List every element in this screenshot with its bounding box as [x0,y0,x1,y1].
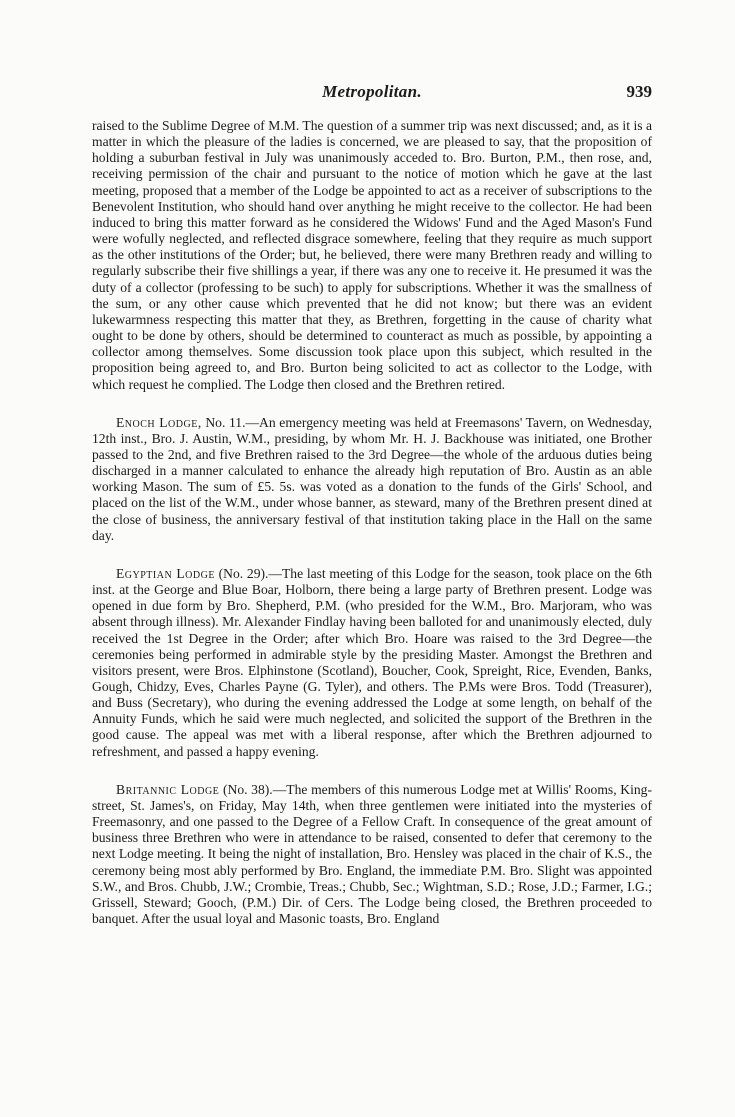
paragraph-continued [92,118,652,393]
page-header [92,82,652,108]
lodge-name: Enoch Lodge, [116,414,202,430]
paragraph-text: No. 11.—An emergency meeting was held at Freemasons' Tavern, on Wednesday, 12th inst., Bro. J. Austin, W.M., presiding, by whom Mr. H. J. Backhouse was initiated, one Brother passed to the 2nd, and five Brethren raised to the 3rd Degree—the whole of the arduous duties being discharged in a manner calculated to enhance the already high reputation of Bro. Austin as an able working Mason. The sum of £5. 5s. was voted as a donation to the funds of the Girls' School, and placed on the list of the W.M., under whose banner, as steward, many of the Brethren present dined at the close of business, the anniversary festival of that institution taking place in the Hall on the same day. [92,414,653,543]
paragraph-enoch-lodge [92,415,652,544]
running-title: Metropolitan. [322,82,422,101]
lodge-name: Egyptian Lodge [116,565,215,581]
paragraph-text: raised to the Sublime Degree of M.M. The question of a summer trip was next discussed; and, as it is a matter in which the pleasure of the ladies is concerned, we are pleased to say, that the proposition of holding a suburban festival in July was unanimously acceded to. Bro. Burton, P.M., then rose, and, receiving permission of the chair and pursuant to the notice of motion which he gave at the last meeting, proposed that a member of the Lodge be appointed to act as a receiver of subscriptions to the Benevolent Institution, who should hand over anything he might receive to the collector. He had been induced to bring this matter forward as he considered the Widows' Fund and the Aged Mason's Fund were wofully neglected, and reflected disgrace somewhere, feeling that they require as much support as the other institutions of the Order; but, he believed, there were many Brethren ready and willing to regularly subscribe their five shillings a year, if there was any one to receive it. He presumed it was the duty of a collector (professing to be such) to apply for subscriptions. Whether it was the smallness of the sum, or any other cause which prevented that he did not know; but there was an evident lukewarmness respecting this matter that they, as Brethren, forgetting in the cause of charity what ought to be done by others, should be determined to counteract as much as possible, by appointing a collector among themselves. Some discussion took place upon this subject, which resulted in the proposition being agreed to, and Bro. Burton being solicited to act as collector to the Lodge, with which request he complied. The Lodge then closed and the Brethren retired. [92,118,653,392]
paragraph-text: (No. 29).—The last meeting of this Lodge for the season, took place on the 6th inst. at the George and Blue Boar, Holborn, there being a large party of Brethren present. Lodge was opened in due form by Bro. Shepherd, P.M. (who presided for the W.M., Bro. Marjoram, who was absent through illness). Mr. Alexander Findlay having been balloted for and unanimously elected, duly received the 1st Degree in the Order; after which Bro. Hoare was raised to the 3rd Degree—the ceremonies being performed in admirable style by the presiding Master. Amongst the Brethren and visitors present, were Bros. Elphinstone (Scotland), Boucher, Cook, Spreight, Rice, Evenden, Banks, Gough, Chidzy, Eves, Charles Payne (G. Tyler), and others. The P.Ms were Bros. Todd (Treasurer), and Buss (Secretary), who during the evening addressed the Lodge at some length, on behalf of the Annuity Funds, which he said were much neglected, and solicited the support of the Brethren in the good cause. The appeal was met with a liberal response, after which the Brethren adjourned to refreshment, and passed a happy evening. [92,565,652,759]
article-body [92,118,652,927]
lodge-name: Britannic Lodge [116,781,220,797]
page-number: 939 [626,82,652,101]
paragraph-egyptian-lodge [92,566,652,760]
paragraph-britannic-lodge [92,782,652,927]
paragraph-text: (No. 38).—The members of this numerous Lodge met at Willis' Rooms, King-street, St. James's, on Friday, May 14th, when three gentlemen were initiated into the mysteries of Freemasonry, and one passed to the Degree of a Fellow Craft. In consequence of the great amount of business three Brethren who were in attendance to be raised, consented to defer that ceremony to the next Lodge meeting. It being the night of installation, Bro. Hensley was placed in the chair of K.S., the ceremony being most ably performed by Bro. England, the immediate P.M. Bro. Slight was appointed S.W., and Bros. Chubb, J.W.; Crombie, Treas.; Chubb, Sec.; Wightman, S.D.; Rose, J.D.; Farmer, I.G.; Grissell, Steward; Gooch, (P.M.) Dir. of Cers. The Lodge being closed, the Brethren proceeded to banquet. After the usual loyal and Masonic toasts, Bro. England [92,781,653,927]
